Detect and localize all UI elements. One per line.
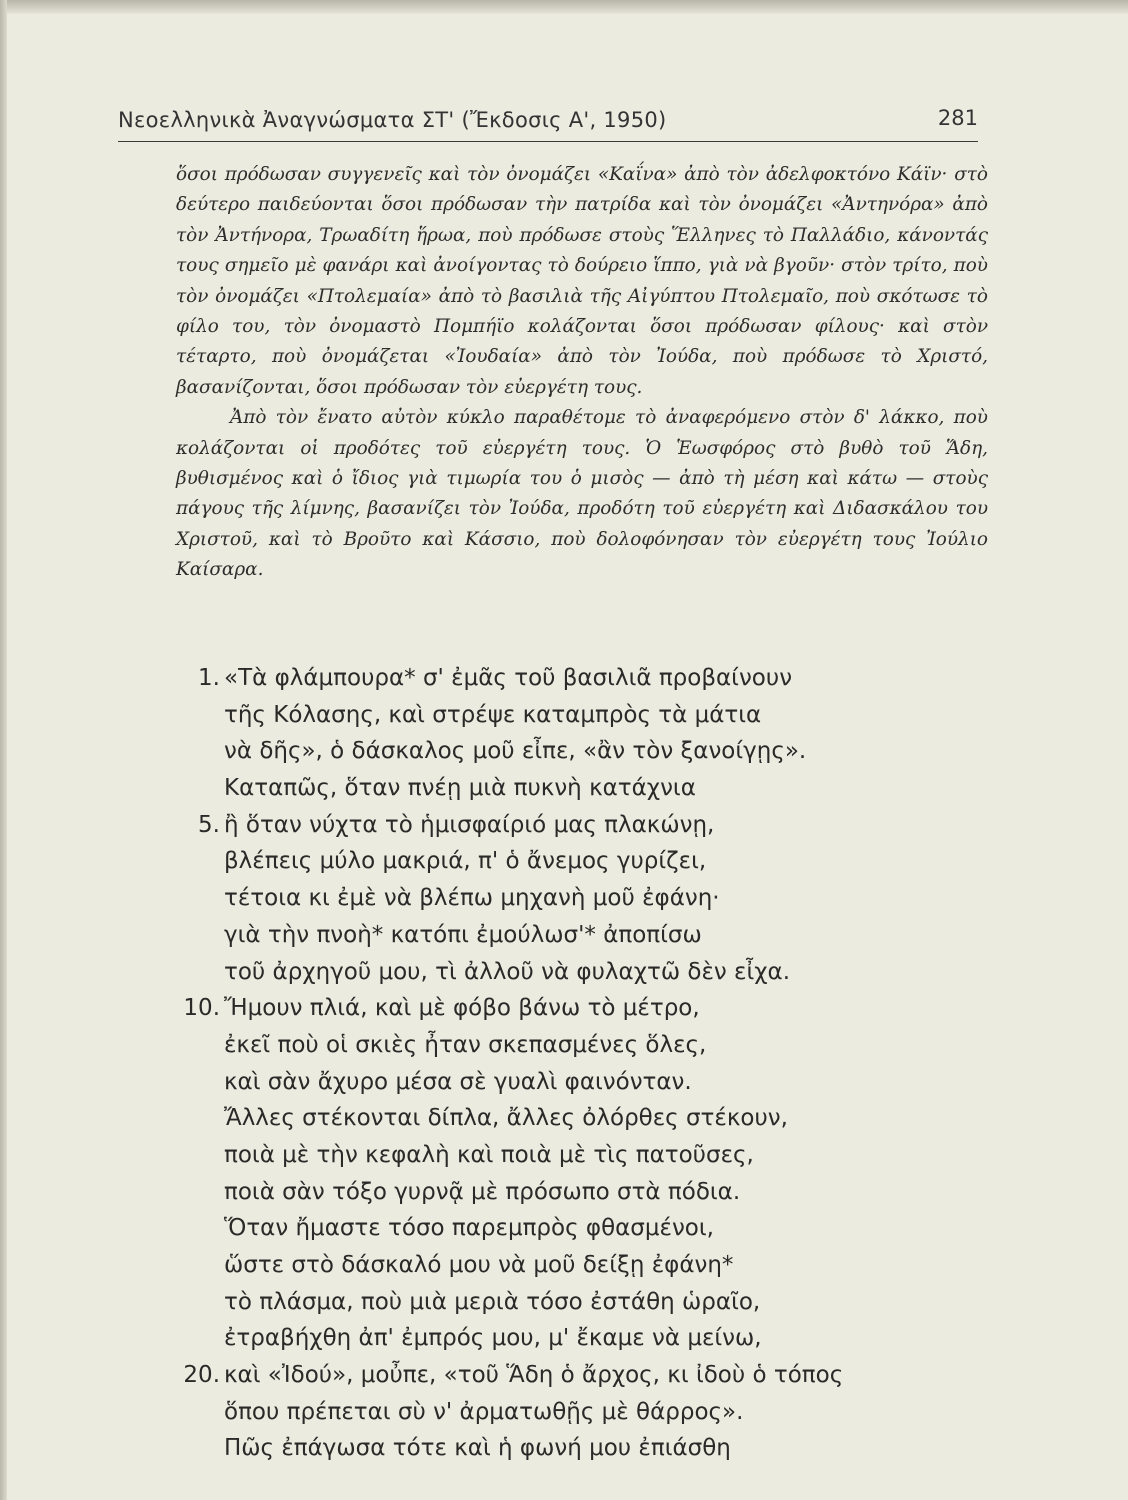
verse-text: τῆς Κόλασης, καὶ στρέψε καταμπρὸς τὰ μάτια bbox=[224, 701, 762, 728]
verse-line bbox=[170, 1284, 970, 1321]
verse-text: ὅπου πρέπεται σὺ ν' ἀρματωθῇς μὲ θάρρος». bbox=[224, 1398, 744, 1425]
verse-number: 5. bbox=[198, 811, 220, 838]
verse-line bbox=[170, 1210, 970, 1247]
book-title: Νεοελληνικὰ Ἀναγνώσματα ΣΤ' (Ἔκδοσις Α', 1950) bbox=[118, 108, 667, 132]
verse-number: 1. bbox=[198, 665, 220, 691]
verse-line bbox=[170, 880, 970, 917]
verse-line bbox=[170, 807, 970, 844]
verse-line bbox=[170, 660, 970, 697]
verse-text: γιὰ τὴν πνοὴ* κατόπι ἐμούλωσ'* ἀποπίσω bbox=[224, 921, 702, 948]
verse-line bbox=[170, 1320, 970, 1357]
verse-number: 10. bbox=[183, 995, 220, 1022]
verse-line bbox=[170, 697, 970, 734]
commentary-block bbox=[176, 160, 988, 586]
commentary-paragraph: ὅσοι πρόδωσαν συγγενεῖς καὶ τὸν ὀνομάζει «Καΐνα» ἀπὸ τὸν ἀδελφοκτόνο Κάϊν· στὸ δεύτερο παιδεύονται ὅσοι πρόδωσαν τὴν πατρίδα καὶ τὸν ὀνομάζει «Ἀντηνόρα» ἀπὸ τὸν Ἀντήνορα, Τρωαδίτη ἥρωα, ποὺ πρόδωσε στοὺς Ἕλληνες τὸ Παλλάδιο, κάνοντάς τους σημεῖο μὲ φανάρι καὶ ἀνοίγοντας τὸ δούρειο ἵππο, γιὰ νὰ βγοῦν· στὸν τρίτο, ποὺ τὸν ὀνομάζει «Πτολεμαία» ἀπὸ τὸ βασιλιὰ τῆς Αἰγύπτου Πτολεμαῖο, ποὺ σκότωσε τὸ φίλο του, τὸν ὀνομαστὸ Πομπήϊο κολάζονται ὅσοι πρόδωσαν φίλους· καὶ στὸν τέταρτο, ποὺ ὀνομάζεται «Ἰουδαία» ἀπὸ τὸν Ἰούδα, ποὺ πρόδωσε τὸ Χριστό, βασανίζονται, ὅσοι πρόδωσαν τὸν εὐεργέτη τους. bbox=[176, 164, 988, 398]
verse-line bbox=[170, 1027, 970, 1064]
verse-text: ἢ ὅταν νύχτα τὸ ἡμισφαίριό μας πλακώνῃ, bbox=[224, 811, 715, 838]
verse-line bbox=[170, 1064, 970, 1101]
running-header bbox=[118, 104, 978, 144]
verse-text: ποιὰ μὲ τὴν κεφαλὴ καὶ ποιὰ μὲ τὶς πατοῦσες, bbox=[224, 1141, 754, 1168]
verse-line bbox=[170, 733, 970, 770]
verse-text: βλέπεις μύλο μακριά, π' ὁ ἄνεμος γυρίζει, bbox=[224, 848, 707, 875]
verse-text: Ἤμουν πλιά, καὶ μὲ φόβο βάνω τὸ μέτρο, bbox=[224, 995, 700, 1022]
verse-text: τέτοια κι ἐμὲ νὰ βλέπω μηχανὴ μοῦ ἐφάνη· bbox=[224, 885, 720, 912]
poem-verses bbox=[170, 660, 970, 1467]
verse-line bbox=[170, 1247, 970, 1284]
page-binding-edge bbox=[0, 0, 7, 1500]
verse-line bbox=[170, 1174, 970, 1211]
verse-line bbox=[170, 1357, 970, 1394]
verse-text: «Τὰ φλάμπουρα* σ' ἐμᾶς τοῦ βασιλιᾶ προβαίνουν bbox=[224, 665, 793, 691]
verse-number: 20. bbox=[183, 1362, 220, 1389]
verse-line bbox=[170, 917, 970, 954]
verse-text: ἐτραβήχθη ἀπ' ἐμπρός μου, μ' ἔκαμε νὰ μείνω, bbox=[224, 1325, 762, 1352]
verse-text: ἐκεῖ ποὺ οἱ σκιὲς ἦταν σκεπασμένες ὅλες, bbox=[224, 1031, 707, 1058]
header-rule bbox=[118, 141, 978, 142]
verse-line bbox=[170, 770, 970, 807]
verse-text: καὶ «Ἰδού», μοὖπε, «τοῦ Ἅδη ὁ ἄρχος, κι ἰδοὺ ὁ τόπος bbox=[224, 1362, 844, 1389]
verse-line bbox=[170, 990, 970, 1027]
verse-text: ποιὰ σὰν τόξο γυρνᾷ μὲ πρόσωπο στὰ πόδια. bbox=[224, 1178, 741, 1205]
verse-line bbox=[170, 1430, 970, 1467]
verse-text: νὰ δῆς», ὁ δάσκαλος μοῦ εἶπε, «ἂν τὸν ξανοίγῃς». bbox=[224, 738, 807, 765]
page-top-edge bbox=[0, 0, 1128, 14]
verse-text: τὸ πλάσμα, ποὺ μιὰ μεριὰ τόσο ἐστάθη ὡραῖο, bbox=[224, 1288, 761, 1315]
verse-line bbox=[170, 1100, 970, 1137]
verse-text: καὶ σὰν ἄχυρο μέσα σὲ γυαλὶ φαινόνταν. bbox=[224, 1068, 692, 1095]
verse-text: ὥστε στὸ δάσκαλό μου νὰ μοῦ δείξῃ ἐφάνη* bbox=[224, 1252, 734, 1278]
verse-text: Πῶς ἐπάγωσα τότε καὶ ἡ φωνή μου ἐπιάσθη bbox=[224, 1435, 731, 1462]
verse-line bbox=[170, 1394, 970, 1431]
verse-line bbox=[170, 1137, 970, 1174]
commentary-paragraph: Ἀπὸ τὸν ἔνατο αὐτὸν κύκλο παραθέτομε τὸ ἀναφερόμενο στὸν δ' λάκκο, ποὺ κολάζονται οἱ προδότες τοῦ εὐεργέτη τους. Ὁ Ἑωσφόρος στὸ βυθὸ τοῦ Ἅδη, βυθισμένος καὶ ὁ ἴδιος γιὰ τιμωρία του ὁ μισὸς — ἀπὸ τὴ μέση καὶ κάτω — στοὺς πάγους τῆς λίμνης, βασανίζει τὸν Ἰούδα, προδότη τοῦ εὐεργέτη καὶ Διδασκάλου του Χριστοῦ, καὶ τὸ Βροῦτο καὶ Κάσσιο, ποὺ δολοφόνησαν τὸν εὐεργέτη τους Ἰούλιο Καίσαρα. bbox=[176, 407, 988, 581]
page-number: 281 bbox=[937, 106, 978, 130]
verse-line bbox=[170, 843, 970, 880]
verse-text: Ἄλλες στέκονται δίπλα, ἄλλες ὀλόρθες στέκουν, bbox=[224, 1105, 788, 1132]
verse-text: Καταπῶς, ὅταν πνέῃ μιὰ πυκνὴ κατάχνια bbox=[224, 775, 696, 802]
verse-text: Ὅταν ἤμαστε τόσο παρεμπρὸς φθασμένοι, bbox=[224, 1215, 714, 1242]
verse-text: τοῦ ἀρχηγοῦ μου, τὶ ἀλλοῦ νὰ φυλαχτῶ δὲν εἶχα. bbox=[224, 958, 791, 985]
verse-line bbox=[170, 954, 970, 991]
